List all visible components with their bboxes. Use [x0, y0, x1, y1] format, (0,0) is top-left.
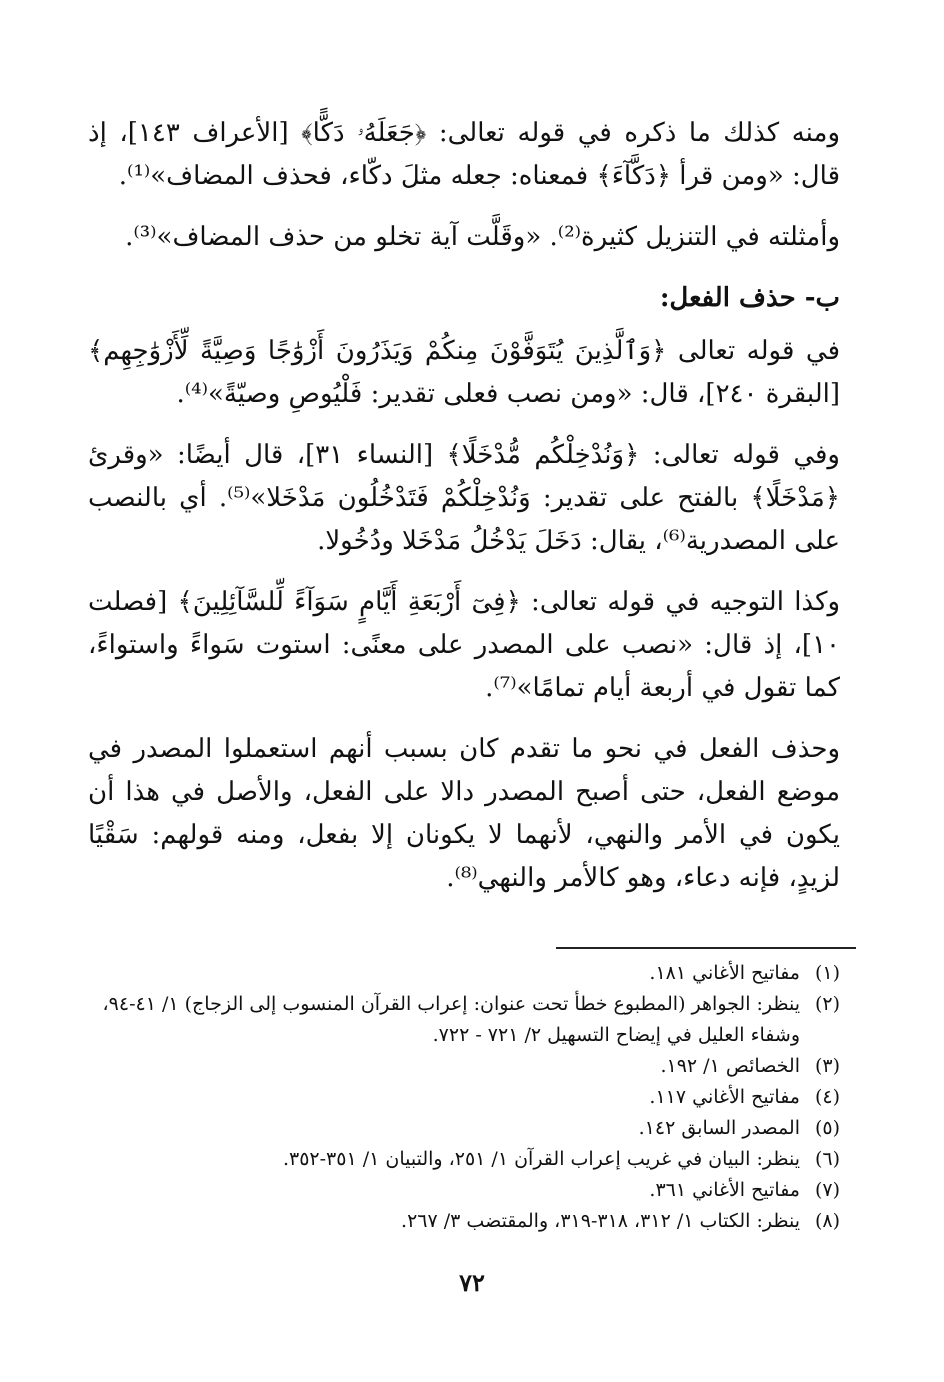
- paragraph-5: وكذا التوجيه في قوله تعالى: ﴿فِىٓ أَرْبَعَةِ أَيَّامٍ سَوَآءً لِّلسَّآئِلِينَ﴾ [فصلت ١٠]، إذ قال: «نصب على المصدر على معنًى: استوت سَواءً واستواءً، كما تقول في أربعة أيام تمامًا»⁽⁷⁾.: [88, 587, 840, 703]
- footnotes: [70, 958, 840, 1237]
- footnote: [70, 1175, 840, 1206]
- footnote: [70, 1082, 840, 1113]
- footnote: [70, 1144, 840, 1175]
- footnote-number: (٨): [814, 1210, 840, 1232]
- footnote: [70, 989, 840, 1051]
- footnote-text: ينظر: الكتاب ١/ ٣١٢، ٣١٨-٣١٩، والمقتضب ٣/ ٢٦٧.: [401, 1210, 800, 1232]
- paragraph-3: في قوله تعالى ﴿وَٱلَّذِينَ يُتَوَفَّوْنَ مِنكُمْ وَيَذَرُونَ أَزْوَٰجًا وَصِيَّةً لِّأَزْوَٰجِهِم﴾ [البقرة ٢٤٠]، قال: «ومن نصب فعلى تقدير: فَلْيُوصِ وصيّةً»⁽⁴⁾.: [88, 336, 840, 409]
- paragraph-4: وفي قوله تعالى: ﴿وَنُدْخِلْكُم مُّدْخَلًا﴾ [النساء ٣١]، قال أيضًا: «وقرئ ﴿مَدْخَلًا﴾ بالفتح على تقدير: وَنُدْخِلْكُمْ فَتَدْخُلُون مَدْخَلا»⁽⁵⁾. أي بالنصب على المصدرية⁽⁶⁾، يقال: دَخَلَ يَدْخُلُ مَدْخَلا ودُخُولا.: [88, 440, 840, 556]
- footnote-number: (٢): [814, 993, 840, 1015]
- footnote-text: ينظر: البيان في غريب إعراب القرآن ١/ ٢٥١، والتبيان ١/ ٣٥١-٣٥٢.: [282, 1148, 800, 1170]
- footnote-text: ينظر: الجواهر (المطبوع خطأ تحت عنوان: إعراب القرآن المنسوب إلى الزجاج) ١/ ٤١-٩٤، وشفاء العليل في إيضاح التسهيل ٢/ ٧٢١ - ٧٢٢.: [102, 993, 800, 1046]
- section-heading: ب- حذف الفعل:: [659, 283, 840, 313]
- footnote-text: مفاتيح الأغاني ١١٧.: [649, 1086, 800, 1108]
- footnote-text: مفاتيح الأغاني ٣٦١.: [649, 1179, 800, 1201]
- paragraph-1: ومنه كذلك ما ذكره في قوله تعالى: ﴿جَعَلَهُۥ دَكًّا﴾ [الأعراف ١٤٣]، إذ قال: «ومن قرأ ﴿دَكَّآءَ﴾ فمعناه: جعله مثلَ دكّاء، فحذف المضاف»⁽¹⁾.: [88, 118, 840, 191]
- paragraph-2: وأمثلته في التنزيل كثيرة⁽²⁾. «وقَلَّت آية تخلو من حذف المضاف»⁽³⁾.: [125, 222, 840, 252]
- footnote-divider: [556, 947, 856, 949]
- footnote-text: مفاتيح الأغاني ١٨١.: [649, 962, 800, 984]
- footnote-number: (٤): [814, 1086, 840, 1108]
- footnote-number: (٥): [814, 1117, 840, 1139]
- footnote-text: المصدر السابق ١٤٢.: [638, 1117, 800, 1139]
- footnote: [70, 1051, 840, 1082]
- footnote-number: (١): [814, 962, 840, 984]
- footnote-number: (٧): [814, 1179, 840, 1201]
- paragraph-6: وحذف الفعل في نحو ما تقدم كان بسبب أنهم استعملوا المصدر في موضع الفعل، حتى أصبح المصدر دالا على الفعل، والأصل في هذا أن يكون في الأمر والنهي، لأنهما لا يكونان إلا بفعل، ومنه قولهم: سَقْيًا لزيدٍ، فإنه دعاء، وهو كالأمر والنهي⁽⁸⁾.: [88, 734, 840, 893]
- footnote-number: (٦): [814, 1148, 840, 1170]
- footnote: [70, 958, 840, 989]
- footnote: [70, 1113, 840, 1144]
- main-text: [88, 112, 840, 918]
- footnote-text: الخصائص ١/ ١٩٢.: [660, 1055, 800, 1077]
- footnote: [70, 1206, 840, 1237]
- page-number: ٧٢: [459, 1268, 485, 1297]
- footnote-number: (٣): [814, 1055, 840, 1077]
